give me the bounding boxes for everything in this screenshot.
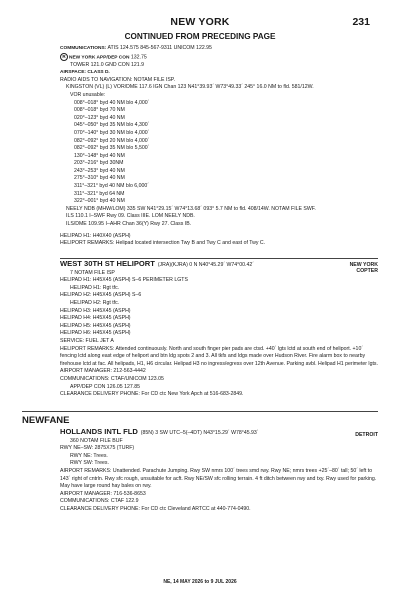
region-tag: DETROIT (355, 432, 378, 438)
airport-manager: AIRPORT MANAGER: 716-536-8653 (60, 490, 146, 497)
vor-line: 082°–092° byd 35 NM blo 5,500´ (74, 145, 150, 152)
page-number: 231 (352, 16, 370, 28)
tower-line: TOWER 121.0 GND CON 121.9 (70, 61, 144, 68)
service-line: SERVICE: FUEL JET A (60, 337, 114, 344)
vor-line: 008°–018° byd 70 NM (74, 107, 125, 114)
vor-line: 311°–321° byd 40 NM blo 6,000´ (74, 183, 149, 190)
vor-line: 311°–321° byd 64 NM (74, 190, 125, 197)
communications-line: COMMUNICATIONS: CTAF 122.9 (60, 498, 139, 505)
page-footer: NE, 14 MAY 2026 to 9 JUL 2026 (163, 579, 237, 585)
region-tag-line: COPTER (356, 268, 378, 275)
west30-ident: (JRA)(KJRA) 0 N N40°45.29´ W74°00.42´ (157, 262, 254, 268)
page-title: NEW YORK (170, 16, 230, 28)
airport-name: HOLLANDS INTL FLD (60, 427, 138, 436)
helipad-line: HELIPAD H2: H45X45 (ASPH) S–6 (60, 292, 142, 299)
helipad-line: HELIPAD H3: H45X45 (ASPH) (60, 307, 131, 314)
neely-ndb-line: NEELY NDB (MHW/LOM) 335 SW N41°29.15´ W74°13.68´ 093° 5.7 NM to fld. 408/14W. NOTAM FILE SWF. (66, 205, 316, 212)
west30-block (60, 260, 380, 399)
airspace-line: AIRSPACE: CLASS D. (60, 70, 110, 76)
newfane-block (60, 428, 380, 514)
divider (22, 411, 378, 412)
app-dep-line: APP/DEP CON 126.05 127.85 (70, 383, 140, 390)
city-heading: NEWFANE (22, 415, 70, 426)
radar-icon: R (60, 53, 68, 61)
helipad-line: HELIPAD H1: H45X45 (ASPH) S–6 PERIMETER LGTS (60, 277, 188, 284)
communications-line: COMMUNICATIONS: ATIS 124.575 845-567-9311 UNICOM 122.95 (60, 45, 212, 51)
heliport-remarks-line: HELIPORT REMARKS: Helipad located intersection Twy B and Twy C and east of Twy C. (60, 240, 266, 247)
airport-sub: 360 NOTAM FILE BUF (70, 437, 123, 444)
helipad-h1-line: HELIPAD H1: H40X40 (ASPH) (60, 232, 131, 239)
airport-remarks: AIRPORT REMARKS: Unattended. Parachute Jumping. Rwy SW nmrs 100´ trees smd rwy. Rwy NE; nmrs trees +25´–80´ tall; 50´ left to 143´ right of cntrln. Rwy sfc rough, unsuitable for acft. Rwy NE/SW sfc rolling terrain. 4 ft ditch between rwy and txy. Rwy used for parking. May have large round hay bales on rwy. (60, 467, 377, 490)
vor-line: 203°–216° byd 30NM (74, 160, 124, 167)
runway-line: RWY NE–SW: 2875X75 (TURF) (60, 445, 135, 452)
west30-sub: 7 NOTAM FILE ISP (70, 269, 115, 276)
vor-line: 070°–140° byd 30 NM blo 4,000´ (74, 129, 150, 136)
ils-dme-line: ILS/DME 109.95 I–AHR Chan 36(Y) Rwy 27. Class IB. (66, 221, 192, 228)
clearance-delivery: CLEARANCE DELIVERY PHONE: For CD ctc New York Apch at 516-683-2849. (60, 391, 244, 398)
vor-line: 008°–018° byd 40 NM blo 4,000´ (74, 99, 150, 106)
vor-line: 243°–253° byd 40 NM (74, 167, 125, 174)
west30-name: WEST 30TH ST HELIPORT (60, 259, 155, 268)
helipad-line: HELIPAD H5: H45X45 (ASPH) (60, 322, 131, 329)
app-dep-line: R NEW YORK APP/DEP CON 132.75 (60, 53, 380, 62)
radio-aids-line: RADIO AIDS TO NAVIGATION: NOTAM FILE ISP. (60, 76, 176, 83)
vor-unusable-label: VOR unusable: (70, 91, 106, 98)
heliport-remarks: HELIPORT REMARKS: Attended continuously. North and south finger pier pads are ctsd. +40´ lgts lctd at south end of heliport. +10´ fencing lctd along east edge of heliport and btn ldg spots 2 and 3. All tkfs and ldgs made over Hudson River. Fire alarm box to nearby firehouse lctd at fac. All helipads, H1, H6 circular. Helipad H3 no ingress/egress over 12th Avenue. Parking avbl. Helipad H1 perimeter lgts. (60, 345, 378, 367)
runway-ne-line: RWY NE: Trees. (70, 452, 108, 459)
ny-continued-block (60, 45, 380, 248)
vor-line: 130°–148° byd 40 NM (74, 152, 125, 159)
helipad-line: HELIPAD H6: H45X45 (ASPH) (60, 330, 131, 337)
airport-ident: (85N) 3 SW UTC–5(–4DT) N43°15.29´ W78°45.93´ (140, 430, 259, 436)
airport-manager: AIRPORT MANAGER: 212-563-4442 (60, 368, 146, 375)
clearance-delivery: CLEARANCE DELIVERY PHONE: For CD ctc Cleveland ARTCC at 440-774-0490. (60, 505, 251, 512)
region-tag-line: NEW YORK (349, 262, 378, 268)
kingston-vor-line: KINGSTON (VL) (L) VOR/DME 117.6 IGN Chan 123 N41°39.93´ W73°49.33´ 245° 16.0 NM to fld. 581/12W. (66, 84, 314, 91)
vor-line: 045°–050° byd 35 NM blo 4,300´ (74, 122, 150, 129)
helipad-line: HELIPAD H4: H45X45 (ASPH) (60, 315, 131, 322)
communications-line: COMMUNICATIONS: CTAF/UNICOM 123.05 (60, 375, 164, 382)
helipad-line: HELIPAD H2: Rgt tfc. (70, 299, 120, 306)
ils-line: ILS 110.1 I–SWF Rwy 09. Class IIIE. LOM NEELY NDB. (66, 213, 195, 220)
vor-line: 020°–123° byd 40 NM (74, 114, 125, 121)
vor-line: 275°–310° byd 40 NM (74, 175, 125, 182)
vor-line: 082°–092° byd 20 NM blo 4,000´ (74, 137, 150, 144)
continued-banner: CONTINUED FROM PRECEDING PAGE (124, 32, 276, 41)
runway-sw-line: RWY SW: Trees. (70, 460, 109, 467)
vor-line: 322°–001° byd 40 NM (74, 198, 125, 205)
helipad-line: HELIPAD H1: Rgt tfc. (70, 284, 120, 291)
